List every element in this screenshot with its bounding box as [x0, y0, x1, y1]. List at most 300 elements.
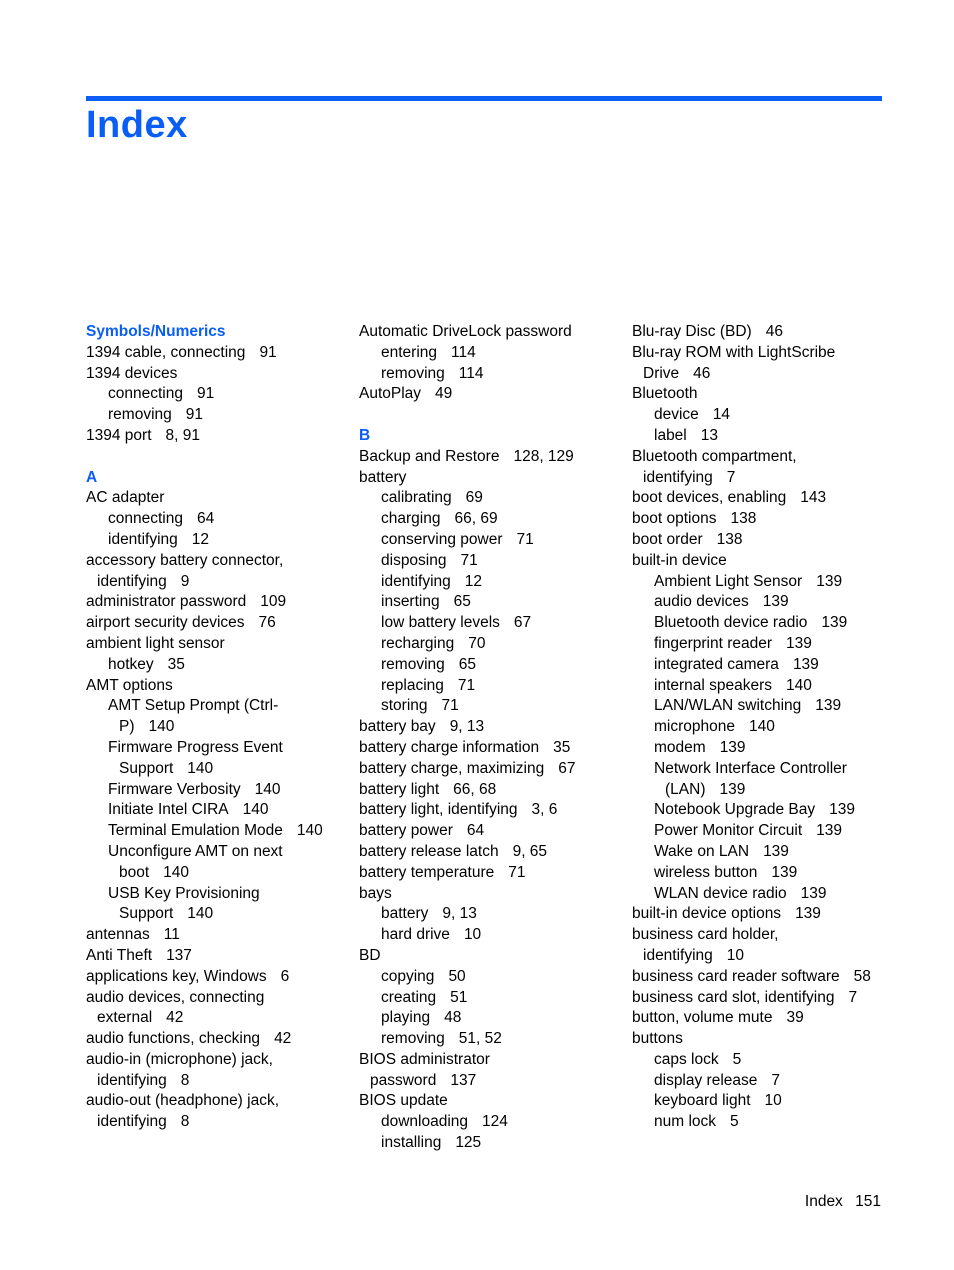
- index-term: applications key, Windows: [86, 967, 267, 985]
- index-term: BIOS administrator: [359, 1050, 490, 1068]
- index-entry: [86, 800, 348, 821]
- index-page-ref[interactable]: 46: [693, 364, 711, 382]
- index-entry: [632, 655, 894, 676]
- index-term: hard drive: [381, 926, 450, 944]
- index-entry: [632, 405, 894, 426]
- index-page-ref[interactable]: 139: [792, 655, 819, 673]
- index-page-ref[interactable]: 10: [726, 946, 745, 964]
- index-term: identifying: [643, 468, 713, 486]
- index-page-ref[interactable]: 125: [455, 1134, 482, 1152]
- index-term: storing: [381, 697, 428, 715]
- index-page-ref[interactable]: 14: [712, 406, 731, 424]
- index-page-ref[interactable]: 67: [558, 759, 576, 777]
- index-term: audio functions, checking: [86, 1030, 261, 1048]
- index-term: Network Interface Controller: [654, 759, 847, 777]
- index-page-ref[interactable]: 137: [450, 1071, 477, 1089]
- index-entry: [86, 530, 348, 551]
- index-page-ref[interactable]: 124: [482, 1113, 508, 1131]
- index-term: battery release latch: [359, 842, 499, 860]
- index-page-ref[interactable]: 9: [180, 572, 190, 590]
- index-column-2: [359, 322, 621, 1154]
- index-page-ref[interactable]: 139: [816, 822, 843, 840]
- index-page-ref[interactable]: 10: [463, 926, 482, 944]
- index-entry: [632, 468, 894, 489]
- index-entry: [632, 759, 894, 780]
- index-entry: [632, 988, 894, 1009]
- index-entry: [632, 696, 894, 717]
- index-entry: [632, 676, 894, 697]
- index-term: (LAN): [665, 780, 706, 798]
- section-heading: A: [86, 468, 98, 486]
- index-entry: [632, 1071, 894, 1092]
- index-term: Support: [119, 759, 174, 777]
- index-page-ref[interactable]: 65: [458, 655, 476, 673]
- index-term: fingerprint reader: [654, 634, 773, 652]
- index-page-ref[interactable]: 9, 65: [512, 842, 548, 860]
- index-page-ref[interactable]: 71: [441, 697, 459, 715]
- index-page-ref[interactable]: 109: [260, 593, 287, 611]
- index-entry: [359, 904, 621, 925]
- index-entry: [632, 738, 894, 759]
- index-entry: [86, 904, 348, 925]
- index-entry: [632, 842, 894, 863]
- index-term: entering: [381, 343, 438, 361]
- index-term: wireless button: [654, 863, 758, 881]
- index-entry: [86, 863, 348, 884]
- index-page-ref[interactable]: 76: [258, 614, 276, 632]
- index-term: audio devices: [654, 593, 749, 611]
- index-term: audio-in (microphone) jack,: [86, 1050, 273, 1068]
- index-entry: [359, 1091, 621, 1112]
- index-page-ref[interactable]: 114: [458, 364, 484, 382]
- index-page-ref[interactable]: 49: [435, 385, 453, 403]
- index-entry: [359, 343, 621, 364]
- index-entry: [359, 863, 621, 884]
- index-term: battery temperature: [359, 863, 495, 881]
- index-entry: [86, 967, 348, 988]
- index-entry: [632, 967, 894, 988]
- index-term: AMT Setup Prompt (Ctrl-: [108, 697, 279, 715]
- index-page-ref[interactable]: 6: [280, 967, 290, 985]
- index-page-ref[interactable]: 139: [771, 863, 798, 881]
- index-term: business card reader software: [632, 967, 840, 985]
- index-page-ref[interactable]: 7: [726, 468, 736, 486]
- index-entry: [632, 634, 894, 655]
- index-page-ref[interactable]: 114: [451, 343, 476, 361]
- index-term: playing: [381, 1009, 431, 1027]
- index-term: BD: [359, 946, 381, 964]
- index-entry: [86, 780, 348, 801]
- index-page-ref[interactable]: 140: [254, 780, 281, 798]
- index-term: conserving power: [381, 530, 503, 548]
- index-page-ref[interactable]: 66, 68: [453, 780, 497, 798]
- index-entry: [86, 842, 348, 863]
- index-term: label: [654, 426, 687, 444]
- index-term: audio-out (headphone) jack,: [86, 1092, 280, 1110]
- index-term: calibrating: [381, 489, 452, 507]
- index-page-ref[interactable]: 64: [196, 510, 215, 528]
- index-entry: [632, 863, 894, 884]
- index-term: password: [370, 1071, 437, 1089]
- index-entry: [359, 364, 621, 385]
- index-entry: [86, 759, 348, 780]
- index-term: button, volume mute: [632, 1009, 773, 1027]
- index-page-ref[interactable]: 137: [166, 946, 192, 964]
- index-term: Initiate Intel CIRA: [108, 801, 229, 819]
- index-page-ref[interactable]: 71: [460, 551, 478, 569]
- index-term: battery: [359, 468, 407, 486]
- index-page-ref[interactable]: 8, 91: [165, 426, 200, 444]
- index-term: built-in device options: [632, 905, 782, 923]
- index-entry: [86, 572, 348, 593]
- index-page-ref[interactable]: 42: [274, 1030, 292, 1048]
- index-entry: [359, 468, 621, 489]
- index-term: Firmware Verbosity: [108, 780, 241, 798]
- index-entry: [359, 821, 621, 842]
- index-page-ref[interactable]: 3, 6: [531, 801, 558, 819]
- index-entry: [632, 488, 894, 509]
- index-entry: [359, 509, 621, 530]
- index-term: low battery levels: [381, 614, 500, 632]
- index-page-ref[interactable]: 138: [716, 530, 743, 548]
- title-rule: [86, 96, 882, 101]
- index-entry: [632, 821, 894, 842]
- index-term: airport security devices: [86, 614, 245, 632]
- index-entry: [86, 1029, 348, 1050]
- index-entry: [86, 384, 348, 405]
- index-entry: [359, 759, 621, 780]
- index-term: external: [97, 1009, 153, 1027]
- index-page-ref[interactable]: 42: [166, 1009, 184, 1027]
- index-page-ref[interactable]: 140: [786, 676, 812, 694]
- index-term: battery charge information: [359, 738, 540, 756]
- index-page-ref[interactable]: 70: [468, 634, 486, 652]
- index-entry: [359, 592, 621, 613]
- index-entry: [86, 655, 348, 676]
- index-entry: [86, 343, 348, 364]
- index-entry: [359, 738, 621, 759]
- index-page-ref[interactable]: 91: [259, 343, 277, 361]
- index-entry: [86, 821, 348, 842]
- index-page-ref[interactable]: 7: [848, 988, 858, 1006]
- index-term: caps lock: [654, 1050, 719, 1068]
- index-entry: [359, 946, 621, 967]
- index-entry: [86, 946, 348, 967]
- index-entry: [359, 696, 621, 717]
- index-entry: [359, 530, 621, 551]
- index-term: Automatic DriveLock password: [359, 323, 572, 340]
- index-entry: [86, 488, 348, 509]
- index-entry: [359, 842, 621, 863]
- index-entry: [86, 613, 348, 634]
- index-term: creating: [381, 988, 437, 1006]
- index-term: hotkey: [108, 655, 154, 673]
- index-page-ref[interactable]: 9, 13: [442, 905, 477, 923]
- index-entry: [359, 384, 621, 405]
- index-page-ref[interactable]: 5: [730, 1113, 739, 1131]
- index-term: bays: [359, 884, 392, 902]
- index-entry: [632, 1091, 894, 1112]
- index-page-ref[interactable]: 58: [853, 967, 871, 985]
- index-term: charging: [381, 510, 441, 528]
- index-entry: [86, 1091, 348, 1112]
- index-entry: [359, 780, 621, 801]
- index-term: Backup and Restore: [359, 447, 500, 465]
- index-term: copying: [381, 967, 435, 985]
- index-entry: [632, 592, 894, 613]
- index-term: Bluetooth: [632, 385, 698, 403]
- index-entry: [359, 655, 621, 676]
- index-page-ref[interactable]: 71: [457, 676, 476, 694]
- index-entry: [359, 613, 621, 634]
- index-page-ref[interactable]: 12: [191, 530, 210, 548]
- index-entry: [359, 925, 621, 946]
- index-entry: [86, 551, 348, 572]
- index-entry: [632, 946, 894, 967]
- index-entry: [632, 343, 894, 364]
- index-page-ref[interactable]: 128, 129: [513, 447, 574, 465]
- index-term: Notebook Upgrade Bay: [654, 801, 816, 819]
- index-entry: [359, 634, 621, 655]
- index-entry: [359, 1008, 621, 1029]
- index-term: administrator password: [86, 593, 247, 611]
- index-entry: [632, 509, 894, 530]
- index-term: Ambient Light Sensor: [654, 572, 803, 590]
- index-page-ref[interactable]: 139: [719, 780, 746, 798]
- index-page-ref[interactable]: 9, 13: [449, 718, 485, 736]
- index-page-ref[interactable]: 11: [163, 926, 180, 944]
- index-entry: [359, 800, 621, 821]
- index-term: battery light: [359, 780, 440, 798]
- index-entry: [632, 447, 894, 468]
- index-entry: [632, 1050, 894, 1071]
- index-entry: [359, 322, 621, 343]
- index-entry: [359, 967, 621, 988]
- index-entry: [359, 447, 621, 468]
- index-term: 1394 devices: [86, 364, 178, 382]
- index-entry: [86, 738, 348, 759]
- index-entry: [632, 551, 894, 572]
- index-page-ref[interactable]: 139: [821, 614, 848, 632]
- index-page-ref[interactable]: 48: [444, 1009, 462, 1027]
- page-title: Index: [86, 104, 188, 146]
- footer-page-number: 151: [855, 1193, 881, 1210]
- index-term: connecting: [108, 385, 183, 403]
- index-page-ref[interactable]: 91: [196, 385, 215, 403]
- index-term: Terminal Emulation Mode: [108, 822, 283, 840]
- index-term: business card holder,: [632, 926, 779, 944]
- index-term: inserting: [381, 593, 440, 611]
- index-term: boot: [119, 863, 150, 881]
- index-term: installing: [381, 1134, 442, 1152]
- index-term: ambient light sensor: [86, 634, 225, 652]
- index-term: recharging: [381, 634, 455, 652]
- index-entry: [632, 717, 894, 738]
- index-entry: [86, 1112, 348, 1133]
- index-term: device: [654, 406, 699, 424]
- index-term: boot order: [632, 530, 703, 548]
- index-entry: [86, 925, 348, 946]
- index-page-ref[interactable]: 143: [800, 489, 827, 507]
- index-term: AMT options: [86, 676, 173, 694]
- index-term: microphone: [654, 718, 735, 736]
- index-page-ref[interactable]: 139: [719, 738, 746, 756]
- index-entry: [632, 800, 894, 821]
- index-page-ref[interactable]: 69: [465, 489, 483, 507]
- index-entry: [359, 1071, 621, 1092]
- index-term: identifying: [97, 572, 167, 590]
- index-term: AC adapter: [86, 489, 165, 507]
- index-term: battery: [381, 905, 429, 923]
- index-page-ref[interactable]: 139: [795, 905, 821, 923]
- index-term: battery charge, maximizing: [359, 759, 545, 777]
- index-term: Drive: [643, 364, 680, 382]
- index-entry: [632, 925, 894, 946]
- index-entry: [359, 572, 621, 593]
- index-term: Unconfigure AMT on next: [108, 842, 283, 860]
- index-page-ref[interactable]: 50: [448, 967, 466, 985]
- index-entry: [632, 572, 894, 593]
- index-term: identifying: [97, 1113, 167, 1131]
- section-heading: B: [359, 426, 371, 444]
- index-page-ref[interactable]: 139: [786, 634, 812, 652]
- index-term: audio devices, connecting: [86, 988, 265, 1006]
- index-entry: [86, 634, 348, 655]
- index-entry: [359, 488, 621, 509]
- index-entry: [86, 1071, 348, 1092]
- index-page-ref[interactable]: 71: [508, 863, 526, 881]
- index-entry: [359, 988, 621, 1009]
- index-entry: [86, 509, 348, 530]
- index-page-ref[interactable]: 10: [764, 1092, 782, 1110]
- index-entry: [86, 988, 348, 1009]
- index-entry: [632, 530, 894, 551]
- index-term: Blu-ray ROM with LightScribe: [632, 343, 836, 361]
- index-entry: [359, 1050, 621, 1071]
- index-entry: [632, 613, 894, 634]
- index-term: identifying: [108, 530, 178, 548]
- index-term: integrated camera: [654, 655, 779, 673]
- index-page-ref[interactable]: 140: [296, 822, 323, 840]
- index-page-ref[interactable]: 140: [749, 718, 775, 736]
- index-entry: [632, 426, 894, 447]
- index-term: Bluetooth device radio: [654, 614, 808, 632]
- index-page-ref[interactable]: 35: [167, 655, 185, 673]
- index-page-ref[interactable]: 39: [786, 1009, 804, 1027]
- index-page-ref[interactable]: 139: [762, 593, 789, 611]
- index-page-ref[interactable]: 64: [466, 822, 485, 840]
- index-entry: [86, 1050, 348, 1071]
- index-page-ref[interactable]: 67: [513, 614, 532, 632]
- index-entry: [632, 1029, 894, 1050]
- index-term: replacing: [381, 676, 444, 694]
- index-page-ref[interactable]: 66, 69: [454, 510, 498, 528]
- index-entry: [86, 592, 348, 613]
- index-term: Support: [119, 905, 174, 923]
- index-page-ref[interactable]: 139: [763, 842, 789, 860]
- index-term: Anti Theft: [86, 946, 153, 964]
- index-term: battery power: [359, 822, 453, 840]
- index-term: identifying: [381, 572, 451, 590]
- index-page-ref[interactable]: 35: [553, 738, 571, 756]
- index-term: disposing: [381, 551, 447, 569]
- index-page-ref[interactable]: 140: [187, 905, 214, 923]
- index-entry: [359, 1133, 621, 1154]
- index-entry: [86, 717, 348, 738]
- index-entry: [359, 717, 621, 738]
- index-term: removing: [381, 1030, 445, 1048]
- index-page-ref[interactable]: 139: [829, 801, 856, 819]
- index-page-ref[interactable]: 91: [185, 406, 203, 424]
- index-term: battery bay: [359, 718, 436, 736]
- index-term: boot options: [632, 510, 717, 528]
- section-heading: Symbols/Numerics: [86, 323, 226, 340]
- index-term: built-in device: [632, 551, 727, 569]
- index-page-ref[interactable]: 51, 52: [458, 1030, 502, 1048]
- index-page-ref[interactable]: 140: [163, 863, 190, 881]
- index-term: Firmware Progress Event: [108, 738, 283, 756]
- index-entry: [359, 1029, 621, 1050]
- index-entry: [86, 696, 348, 717]
- index-term: USB Key Provisioning: [108, 884, 260, 902]
- index-term: AutoPlay: [359, 385, 422, 403]
- index-page-ref[interactable]: 46: [765, 323, 783, 340]
- index-term: 1394 port: [86, 426, 152, 444]
- index-entry: [86, 426, 348, 447]
- index-term: Wake on LAN: [654, 842, 750, 860]
- index-page-ref[interactable]: 8: [180, 1113, 190, 1131]
- index-term: identifying: [97, 1071, 167, 1089]
- index-page-ref[interactable]: 140: [187, 759, 214, 777]
- index-term: Bluetooth compartment,: [632, 447, 797, 465]
- index-term: num lock: [654, 1113, 717, 1131]
- index-page-ref[interactable]: 71: [516, 530, 534, 548]
- index-page-ref[interactable]: 7: [771, 1071, 781, 1089]
- index-page-ref[interactable]: 140: [242, 801, 269, 819]
- index-page-ref[interactable]: 5: [732, 1050, 742, 1068]
- index-page-ref[interactable]: 8: [180, 1071, 190, 1089]
- index-term: LAN/WLAN switching: [654, 697, 802, 715]
- index-term: connecting: [108, 510, 183, 528]
- index-entry: [86, 884, 348, 905]
- index-page-ref[interactable]: 13: [700, 426, 718, 444]
- index-page-ref[interactable]: 12: [464, 572, 483, 590]
- index-term: removing: [381, 655, 445, 673]
- index-entry: [632, 364, 894, 385]
- index-page-ref[interactable]: 139: [800, 884, 827, 902]
- index-page-ref[interactable]: 139: [815, 697, 842, 715]
- index-entry: [632, 322, 894, 343]
- index-entry: [632, 884, 894, 905]
- index-term: Blu-ray Disc (BD): [632, 323, 752, 340]
- index-entry: [359, 1112, 621, 1133]
- index-entry: [86, 405, 348, 426]
- index-term: 1394 cable, connecting: [86, 343, 246, 361]
- index-entry: [632, 384, 894, 405]
- index-page-ref[interactable]: 138: [730, 510, 757, 528]
- index-term: buttons: [632, 1030, 683, 1048]
- index-term: identifying: [643, 946, 713, 964]
- index-page-ref[interactable]: 139: [816, 572, 843, 590]
- index-term: business card slot, identifying: [632, 988, 835, 1006]
- index-term: keyboard light: [654, 1092, 751, 1110]
- index-page-ref[interactable]: 51: [450, 988, 468, 1006]
- index-term: boot devices, enabling: [632, 489, 787, 507]
- index-page-ref[interactable]: 65: [453, 593, 471, 611]
- index-column-3: [632, 322, 894, 1133]
- index-entry: [359, 551, 621, 572]
- index-page-ref[interactable]: 140: [148, 718, 175, 736]
